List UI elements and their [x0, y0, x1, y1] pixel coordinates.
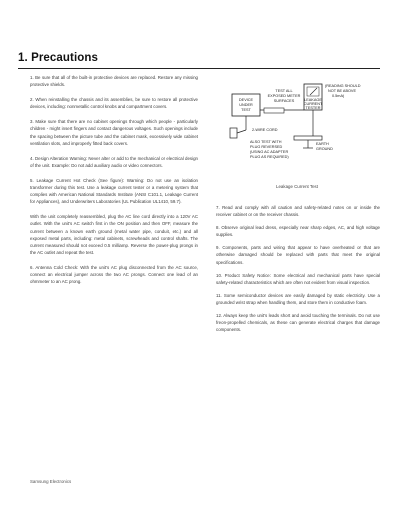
paragraph: 6. Antenna Cold Check: With the unit's AC plug disconnected from the AC source, connect an electrical jumper across the two AC prongs. Connect one lead of an ohmmeter to an AC prong.: [30, 264, 198, 285]
paragraph: 1. Be sure that all of the built-in protective devices are replaced. Restore any missing protective shields.: [30, 75, 198, 88]
title-divider: [18, 68, 380, 69]
paragraph: 12. Always keep the unit's leads short and avoid touching the terminals. Do not use freon-propelled chemicals, as these can generate electrical charges that damage components.: [216, 313, 380, 333]
leakage-test-diagram: [224, 80, 374, 188]
paragraph: 3. Make sure that there are no cabinet openings through which people - particularly children - might insert fingers and contact dangerous voltages. Such openings include the spacing between the picture tube and the cabinet mask, excessively wide cabinet ventilation slots, and improperly fitted back covers.: [30, 119, 198, 146]
also-label: ALSO TEST WITH: [250, 140, 282, 144]
meter-label: TESTER: [305, 106, 321, 110]
test-label: EXPOSED METER: [267, 94, 301, 98]
probe-box: [264, 108, 284, 113]
reading-label: 0.5mA): [332, 94, 345, 98]
reading-label: NOT BE ABOVE: [328, 89, 356, 93]
paragraph: 10. Product Safety Notice: Some electrical and mechanical parts have special safety-related characteristics which are often not evident from visual inspection.: [216, 272, 380, 285]
paragraph: 7. Read and comply with all caution and safety-related notes on or inside the receiver cabinet or on the receiver chassis.: [216, 205, 380, 218]
also-label: PLUG AS REQUIRED): [250, 155, 289, 159]
paragraph: With the unit completely reassembled, plug the AC line cord directly into a 120V AC outlet. With the unit's AC switch first in the ON position and then OFF, measure the current between a known earth ground (metal water pipe, conduit, etc.) and all exposed metal parts, including: metal cabinets, screwheads and control shafts. The current measured should not exceed 0.5 milliamp. Reverse the power-plug prongs in the AC outlet and repeat the test.: [30, 214, 198, 255]
right-text-column: [216, 204, 380, 339]
also-label: (USING AC ADAPTER: [250, 150, 289, 154]
paragraph: 11. Some semiconductor devices are easily damaged by static electricity. Use a grounded wrist strap when handling them, and store them in conductive foam.: [216, 292, 380, 305]
paragraph: 9. Components, parts and wiring that appear to have overheated or that are otherwise damaged should be replaced with parts that meet the original specifications.: [216, 245, 380, 265]
paragraph: 5. Leakage Current Hot Check (See figure): Warning: Do not use an isolation transformer during this test. Use a leakage current tester or a metering system that complies with American National Standards Institute (ANSI C101.1, Leakage Current for Appliances), and Underwriters Laboratories (UL Publication UL1410, 59.7).: [30, 177, 198, 205]
meter-label: CURRENT: [303, 102, 323, 106]
ground-rod: [294, 136, 322, 140]
paragraph: 2. When reinstalling the chassis and its assemblies, be sure to restore all protective devices, including: nonmetallic control knobs and compartment covers.: [30, 97, 198, 110]
test-label: TEST ALL: [275, 89, 293, 93]
device-label: DEVICE: [238, 98, 254, 102]
test-label: SURFACES: [273, 99, 295, 103]
ac-plug: [230, 128, 237, 138]
ground-label: GROUND: [316, 147, 333, 151]
left-text-column: [30, 74, 198, 293]
paragraph: 8. Observe original lead dress, especially near sharp edges, AC, and high voltage supplies.: [216, 225, 380, 238]
paragraph: 4. Design Alteration Warning: Never alter or add to the mechanical or electrical design of the unit. Example: Do not add auxiliary audio or video connectors.: [30, 155, 198, 168]
also-label: PLUG REVERSED: [250, 145, 283, 149]
page-title: 1. Precautions: [18, 52, 99, 64]
figure-caption: Leakage Current Test: [276, 184, 318, 189]
reading-label: (READING SHOULD: [325, 84, 361, 88]
device-label: UNDER: [239, 103, 253, 107]
meter-needle: [310, 88, 317, 95]
device-label: TEST: [241, 108, 251, 112]
ground-label: EARTH: [316, 142, 329, 146]
page-footer: Samsung Electronics: [30, 479, 72, 484]
meter-label: LEAKAGE: [304, 98, 322, 102]
cord-label: 2-WIRE CORD: [252, 128, 278, 132]
